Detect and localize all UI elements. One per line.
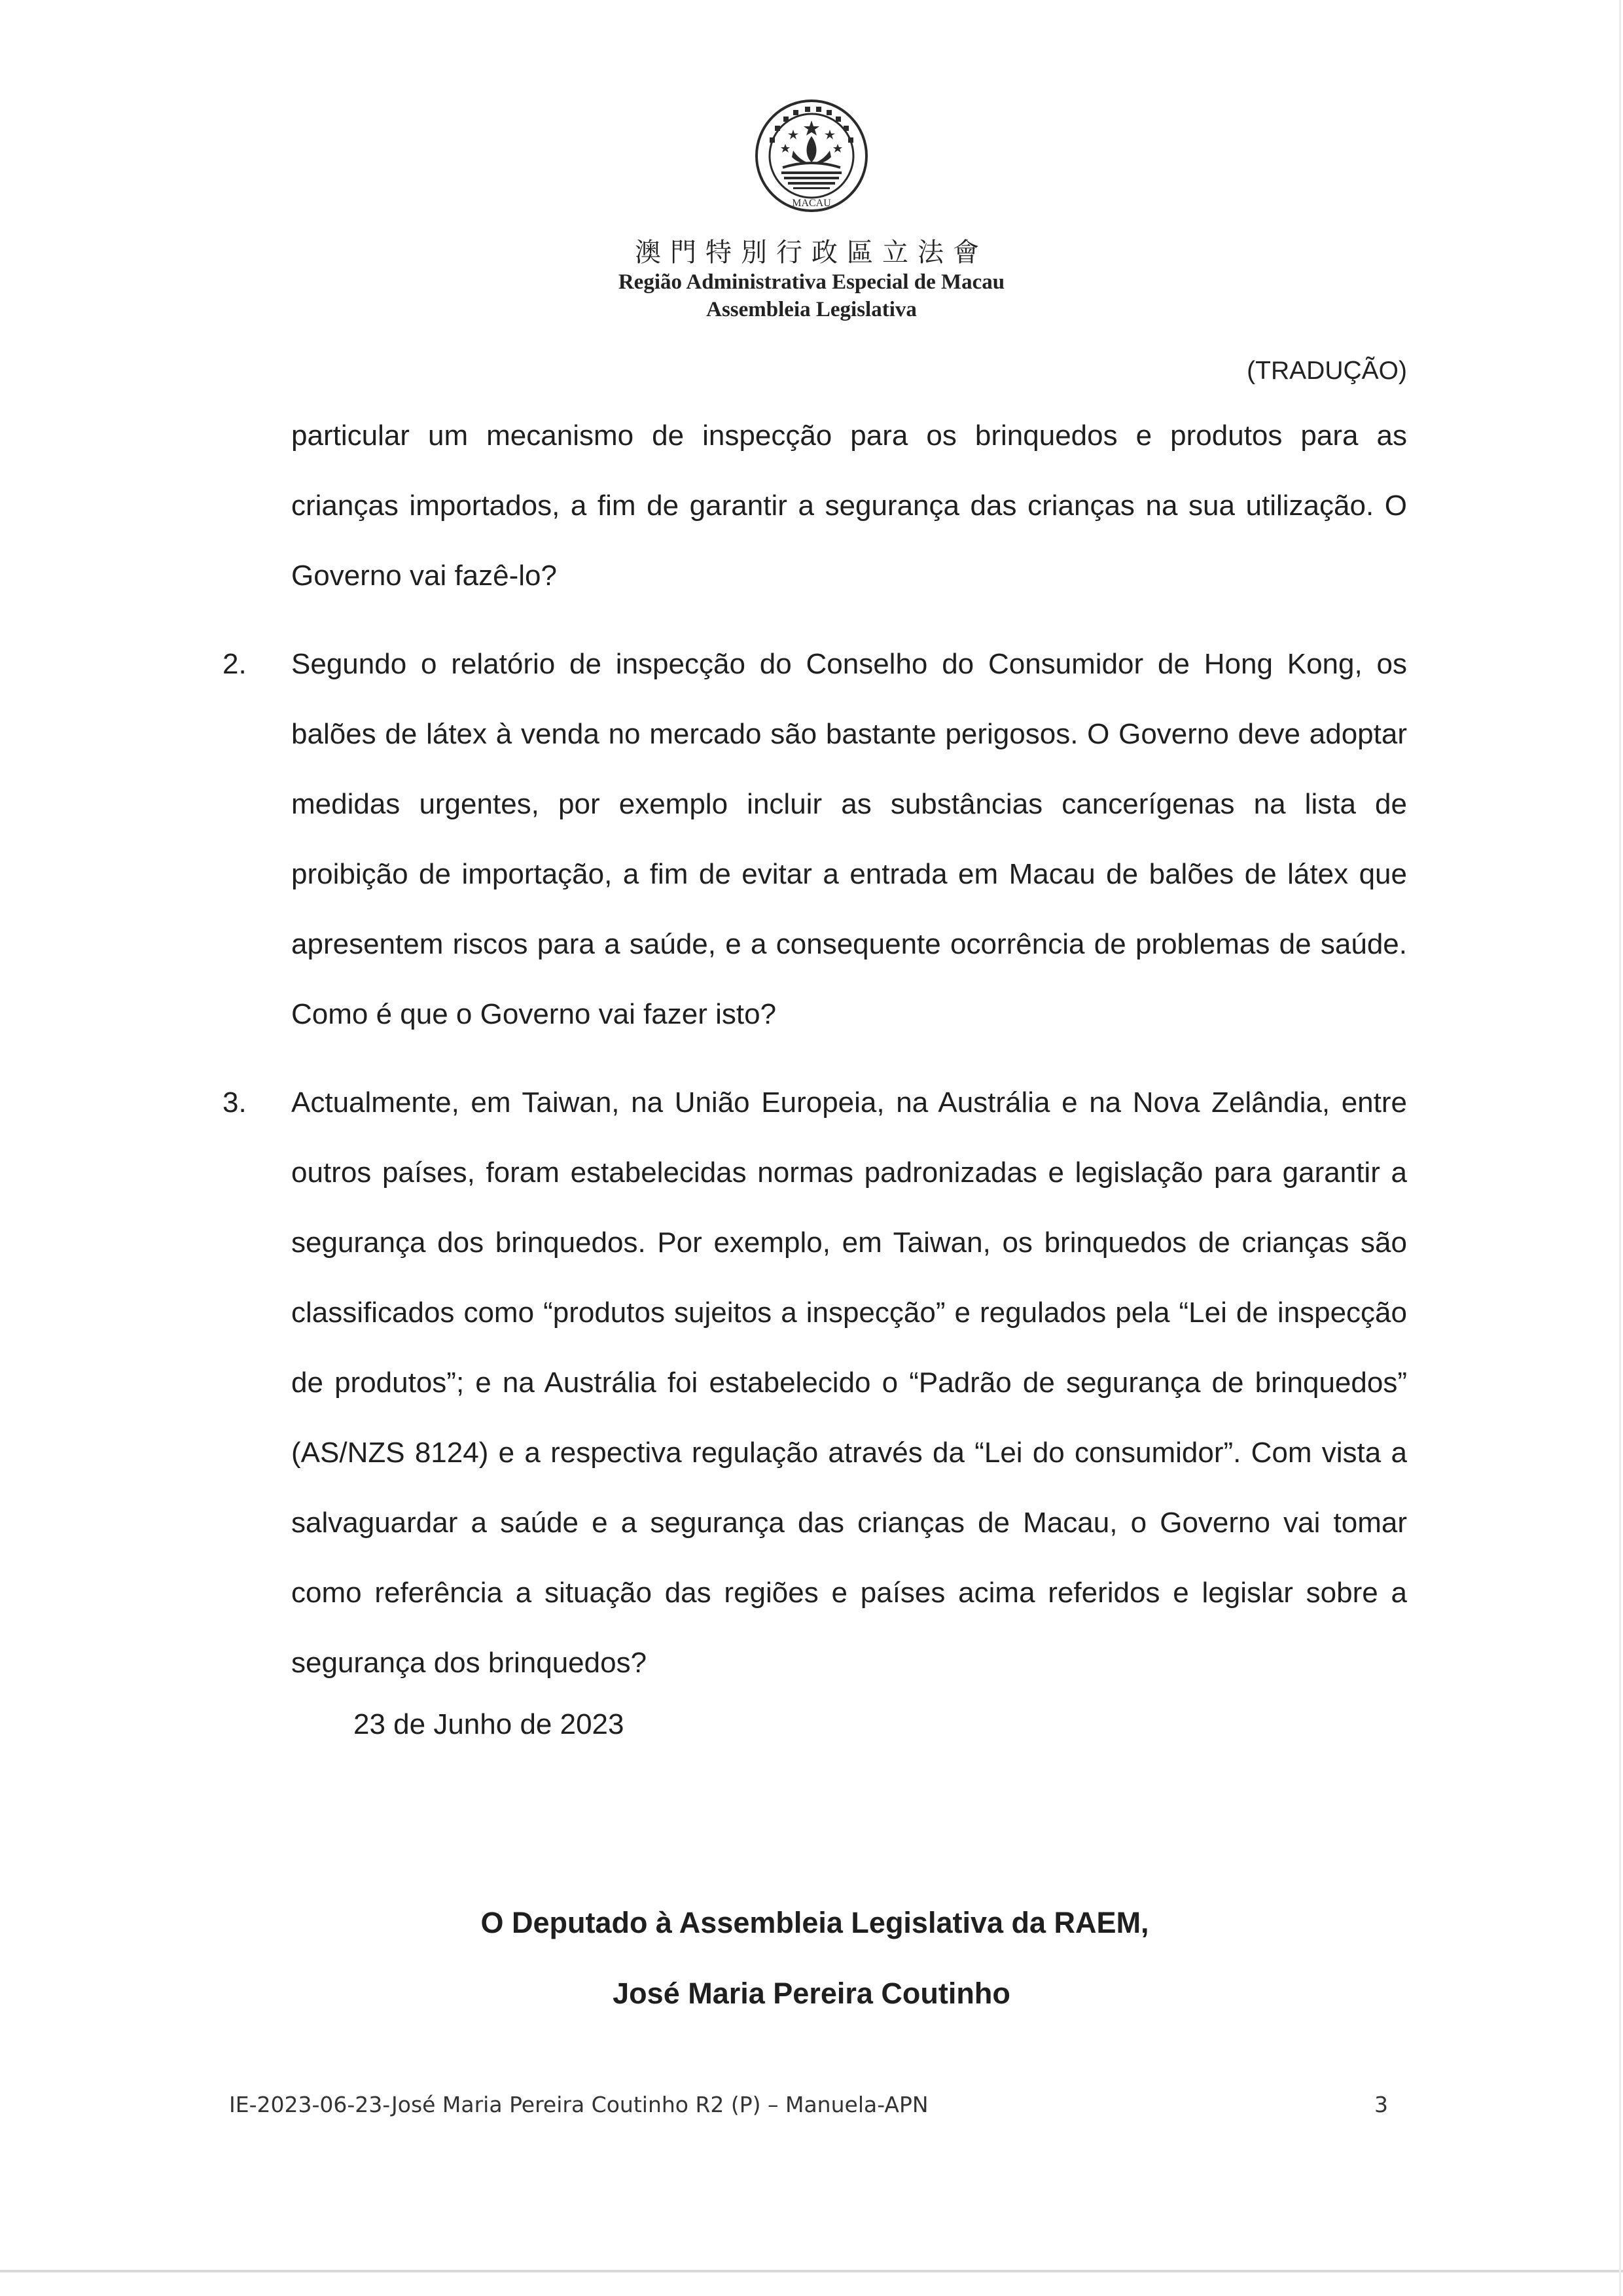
- signature-name: José Maria Pereira Coutinho: [613, 1977, 1010, 2010]
- translation-tag: (TRADUÇÃO): [1247, 357, 1407, 385]
- list-item-number: 2.: [223, 648, 247, 680]
- list-item-text: Actualmente, em Taiwan, na União Europeia, na Austrália e na Nova Zelândia, entre outros países, foram estabelecidas normas padronizadas e legislação para garantir a segurança dos brinquedos. Por exemplo, em Taiwan, os brinquedos de crianças são classificados como “produtos sujeitos a inspecção” e regulados pela “Lei de inspecção de produtos”; e na Austrália foi estabelecido o “Padrão de segurança de brinquedos” (AS/NZS 8124) e a respectiva regulação através da “Lei do consumidor”. Com vista a salvaguardar a saúde e a segurança das crianças de Macau, o Governo vai tomar como referência a situação das regiões e países acima referidos e legislar sobre a segurança dos brinquedos?: [291, 1086, 1407, 1679]
- header-region-line: Região Administrativa Especial de Macau: [618, 270, 1005, 294]
- document-date: 23 de Junho de 2023: [353, 1708, 624, 1740]
- footer-reference: IE-2023-06-23-José Maria Pereira Coutinho R2 (P) – Manuela-APN: [229, 2092, 929, 2117]
- scan-edge: [0, 2270, 1623, 2272]
- document-body: [223, 401, 1407, 1716]
- letterhead: [0, 98, 1623, 323]
- list-item: [223, 1067, 1407, 1698]
- list-item: [223, 629, 1407, 1049]
- list-item-number: 3.: [223, 1086, 247, 1119]
- page-number: 3: [1374, 2092, 1388, 2117]
- header-assembly-line: Assembleia Legislativa: [706, 298, 917, 321]
- scan-edge: [1619, 0, 1621, 2296]
- chinese-title: 澳門特別行政區立法會: [635, 238, 988, 268]
- signature-title: O Deputado à Assembleia Legislativa da RAEM,: [480, 1906, 1149, 1939]
- list-item-text: Segundo o relatório de inspecção do Conselho do Consumidor de Hong Kong, os balões de látex à venda no mercado são bastante perigosos. O Governo deve adoptar medidas urgentes, por exemplo incluir as substâncias cancerígenas na lista de proibição de importação, a fim de evitar a entrada em Macau de balões de látex que apresentem riscos para a saúde, e a consequente ocorrência de problemas de saúde. Como é que o Governo vai fazer isto?: [291, 648, 1407, 1030]
- continued-paragraph: particular um mecanismo de inspecção para os brinquedos e produtos para as crianças importados, a fim de garantir a segurança das crianças na sua utilização. O Governo vai fazê-lo?: [291, 420, 1407, 592]
- macau-sar-emblem-icon: [753, 98, 870, 223]
- emblem-text: MACAU: [792, 198, 831, 209]
